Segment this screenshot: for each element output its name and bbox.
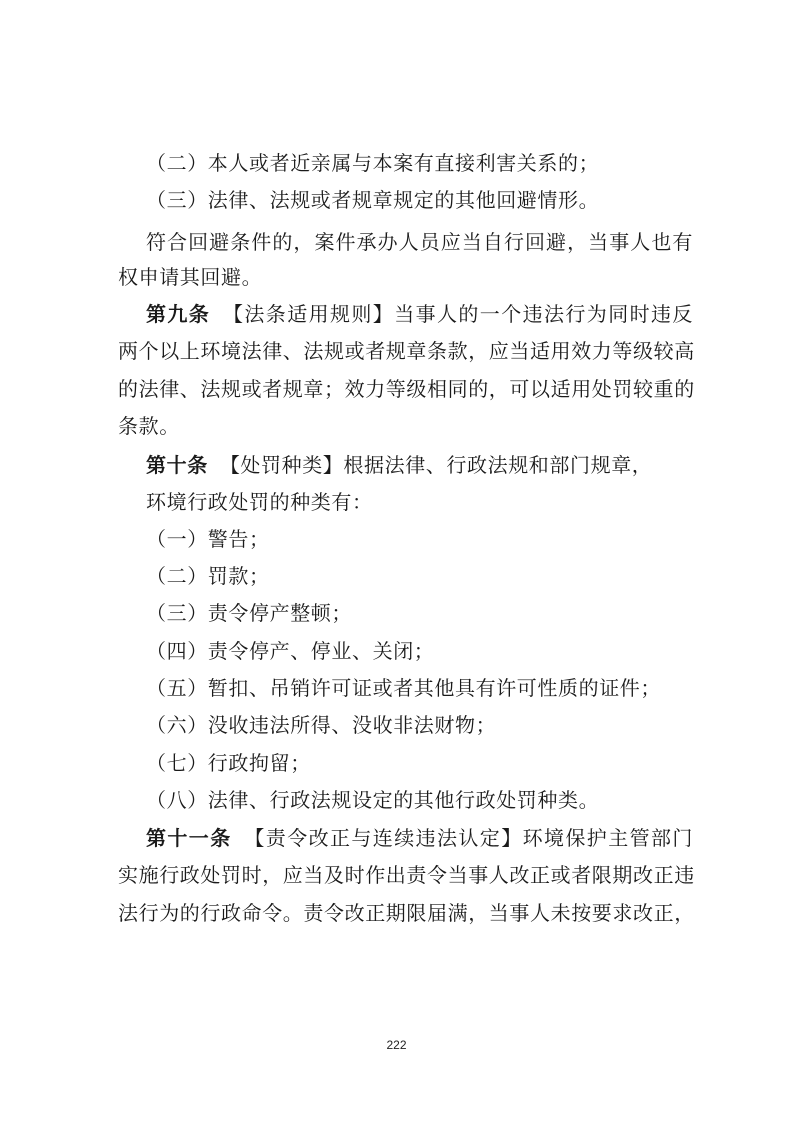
text-line: 的法律、法规或者规章；效力等级相同的，可以适用处罚较重的 [118, 377, 695, 401]
list-item: （七）行政拘留； [146, 751, 311, 775]
text-line: 两个以上环境法律、法规或者规章条款，应当适用效力等级较高 [118, 339, 695, 363]
article-9-title: 第九条 [146, 302, 211, 326]
text-line: 条款。 [118, 414, 180, 438]
text-line: 权申请其回避。 [118, 265, 263, 289]
article-9-text: 【法条适用规则】当事人的一个违法行为同时违反 [222, 302, 693, 326]
article-9-first-line [146, 301, 693, 327]
article-10-first-line [146, 452, 693, 478]
list-item: （八）法律、行政法规设定的其他行政处罚种类。 [146, 788, 600, 812]
list-item: （二）罚款； [146, 564, 270, 588]
list-item: （五）暂扣、吊销许可证或者其他具有许可性质的证件； [146, 676, 661, 700]
article-11-first-line [146, 825, 693, 851]
article-10-text: 【处罚种类】根据法律、行政法规和部门规章， [219, 453, 653, 477]
text-line: 符合回避条件的，案件承办人员应当自行回避，当事人也有 [146, 230, 693, 254]
article-10-title: 第十条 [146, 453, 208, 477]
article-11-text: 【责令改正与连续违法认定】环境保护主管部门 [243, 826, 693, 850]
list-item: （六）没收违法所得、没收非法财物； [146, 713, 497, 737]
text-line: 环境行政处罚的种类有： [146, 490, 373, 514]
text-line: 法行为的行政命令。责令改正期限届满，当事人未按要求改正， [118, 901, 695, 925]
page-number: 222 [386, 1038, 407, 1052]
list-item: （三）责令停产整顿； [146, 601, 352, 625]
text-line: 实施行政处罚时，应当及时作出责令当事人改正或者限期改正违 [118, 863, 695, 887]
list-item: （四）责令停产、停业、关闭； [146, 639, 435, 663]
text-line: （三）法律、法规或者规章规定的其他回避情形。 [146, 188, 600, 212]
article-11-title: 第十一条 [146, 826, 232, 850]
list-item: （一）警告； [146, 527, 270, 551]
text-line: （二）本人或者近亲属与本案有直接利害关系的； [146, 151, 600, 175]
